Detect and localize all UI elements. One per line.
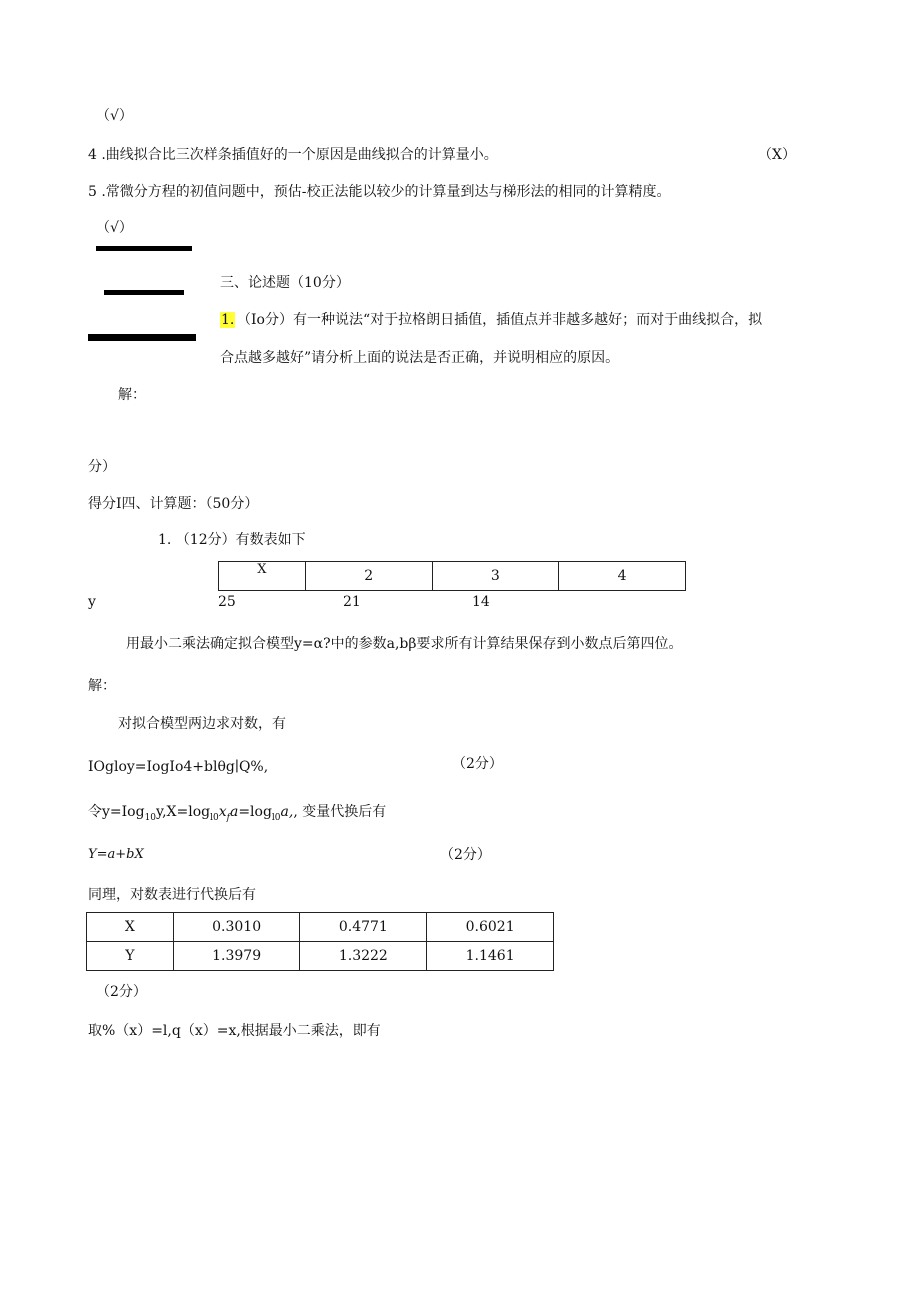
- score-3: （2分）: [96, 984, 147, 1000]
- equation-2-score: （2分）: [440, 847, 491, 863]
- sub-part: 10: [144, 812, 157, 823]
- sub-part: x: [218, 804, 227, 820]
- data-table-1: [218, 561, 686, 591]
- log-intro: 对拟合模型两边求对数，有: [118, 716, 286, 732]
- sub-part: 令y=Iog: [88, 804, 145, 820]
- section-3-title: 三、论述题（10分）: [220, 275, 350, 291]
- sub-part: a: [229, 804, 239, 820]
- table-row: [87, 942, 554, 971]
- check-mark-1: （√）: [96, 108, 133, 124]
- table-cell: 0.4771: [300, 913, 427, 942]
- sub-part: l0: [210, 812, 219, 823]
- model-statement: 用最小二乘法确定拟合模型y=α?中的参数a,bβ要求所有计算结果保存到小数点后第四位。: [126, 636, 683, 652]
- table-cell: X: [87, 913, 174, 942]
- table-cell: 0.3010: [173, 913, 300, 942]
- table-cell: 1.1461: [427, 942, 554, 971]
- y-value-2: 21: [343, 594, 361, 610]
- y-value-3: 14: [472, 594, 490, 610]
- sub-part: a,: [280, 804, 294, 820]
- question-1-line-1: （Io分）有一种说法“对于拉格朗日插值，插值点并非越多越好；而对于曲线拟合，拟: [237, 312, 763, 328]
- question-1-number: [220, 310, 235, 330]
- equation-1: IOgloy=IogIo4+blθg∣Q%,: [88, 759, 269, 775]
- y-value-1: 25: [218, 594, 236, 610]
- highlight-number: 1.: [221, 312, 235, 328]
- equation-2: Y=a+bX: [88, 847, 144, 862]
- calc-question-1: 1. （12分）有数表如下: [158, 532, 306, 548]
- question-4-mark: （X）: [758, 147, 796, 163]
- least-squares-setup: 取%（x）=l,q（x）=x,根据最小二乘法，即有: [88, 1023, 381, 1039]
- section-4-title: 得分I四、计算题：（50分）: [88, 496, 259, 512]
- table-cell: 2: [305, 562, 432, 591]
- question-1-line-2: 合点越多越好”请分析上面的说法是否正确，并说明相应的原因。: [220, 350, 620, 366]
- answer-label-2: 解：: [88, 678, 116, 694]
- y-row-label: y: [88, 594, 96, 610]
- table-cell: 1.3979: [173, 942, 300, 971]
- sub-part: l0: [271, 812, 281, 823]
- sub-part: y,X=log: [156, 804, 211, 820]
- question-4: 4 .曲线拟合比三次样条插值好的一个原因是曲线拟合的计算量小。: [88, 147, 498, 163]
- data-table-2: [86, 912, 554, 971]
- answer-label-1: 解：: [118, 387, 146, 403]
- same-transform: 同理，对数表进行代换后有: [88, 887, 256, 903]
- table-cell: X: [219, 562, 306, 591]
- question-5: 5 .常微分方程的初值问题中，预估-校正法能以较少的计算量到达与梯形法的相同的计算精度。: [88, 184, 671, 200]
- sub-part: =log: [238, 804, 272, 820]
- table-cell: Y: [87, 942, 174, 971]
- table-cell: 4: [559, 562, 686, 591]
- substitution-line: [88, 802, 386, 828]
- sub-part: f: [226, 812, 230, 823]
- score-fragment: 分）: [88, 459, 116, 475]
- check-mark-2: （√）: [96, 220, 133, 236]
- table-cell: 3: [432, 562, 559, 591]
- table-row: [87, 913, 554, 942]
- table-cell: 1.3222: [300, 942, 427, 971]
- sub-part: , 变量代换后有: [293, 804, 387, 820]
- table-row: [219, 562, 686, 591]
- equation-1-score: （2分）: [452, 756, 503, 772]
- table-cell: 0.6021: [427, 913, 554, 942]
